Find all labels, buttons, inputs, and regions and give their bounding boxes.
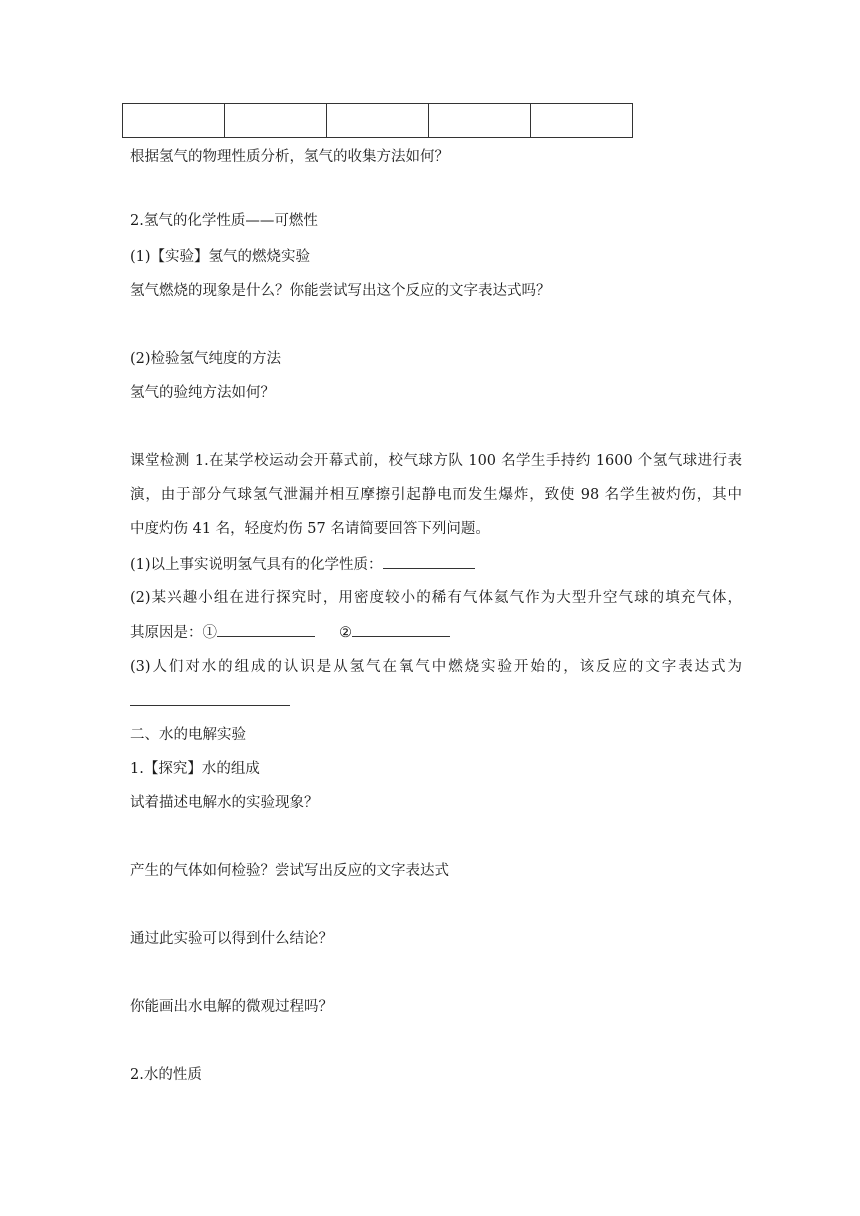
section-heading-chemical-properties: 2.氢气的化学性质——可燃性	[130, 213, 318, 229]
explore-question-4: 你能画出水电解的微观过程吗？	[130, 999, 333, 1015]
table-cell	[327, 104, 429, 138]
water-properties-heading: 2.水的性质	[130, 1067, 202, 1083]
part-2-heading: 二、水的电解实验	[130, 727, 246, 743]
purity-question: 氢气的验纯方法如何？	[130, 385, 275, 401]
experiment-label: (1)【实验】氢气的燃烧实验	[130, 249, 311, 265]
explore-label: 1.【探究】水的组成	[130, 761, 260, 777]
answer-blank	[130, 691, 290, 706]
question-1	[130, 554, 475, 575]
question-2-mid: ②	[339, 625, 352, 641]
blank-table	[122, 103, 633, 138]
table-cell	[225, 104, 327, 138]
question-2-prefix: 其原因是：①	[130, 625, 217, 641]
question-1-text: (1)以上事实说明氢气具有的化学性质：	[130, 557, 383, 573]
table-cell	[531, 104, 633, 138]
explore-question-3: 通过此实验可以得到什么结论？	[130, 931, 333, 947]
classroom-check-line-2: 演，由于部分气球氢气泄漏并相互摩擦引起静电而发生爆炸，致使 98 名学生被灼伤，其中	[130, 487, 742, 503]
purity-heading: (2)检验氢气纯度的方法	[130, 351, 282, 367]
table-cell	[429, 104, 531, 138]
classroom-check-line-1: 课堂检测 1.在某学校运动会开幕式前，校气球方队 100 名学生手持约 1600 个氢气球进行表	[130, 453, 742, 469]
question-2-line-1: (2)某兴趣小组在进行探究时，用密度较小的稀有气体氦气作为大型升空气球的填充气体，	[130, 590, 742, 606]
classroom-check-line-3: 中度灼伤 41 名，轻度灼伤 57 名请简要回答下列问题。	[130, 521, 490, 537]
question-3-line-2	[130, 691, 290, 712]
answer-blank	[352, 622, 450, 637]
question-2-line-2	[130, 622, 450, 643]
question-3-line-1: (3)人们对水的组成的认识是从氢气在氧气中燃烧实验开始的，该反应的文字表达式为	[130, 659, 742, 675]
collection-question: 根据氢气的物理性质分析，氢气的收集方法如何？	[130, 149, 449, 165]
table-cell	[123, 104, 225, 138]
experiment-question: 氢气燃烧的现象是什么？你能尝试写出这个反应的文字表达式吗？	[130, 283, 551, 299]
table-row	[123, 104, 633, 138]
answer-blank	[383, 554, 475, 569]
explore-question-1: 试着描述电解水的实验现象？	[130, 795, 319, 811]
explore-question-2: 产生的气体如何检验？尝试写出反应的文字表达式	[130, 863, 449, 879]
answer-blank	[217, 622, 315, 637]
